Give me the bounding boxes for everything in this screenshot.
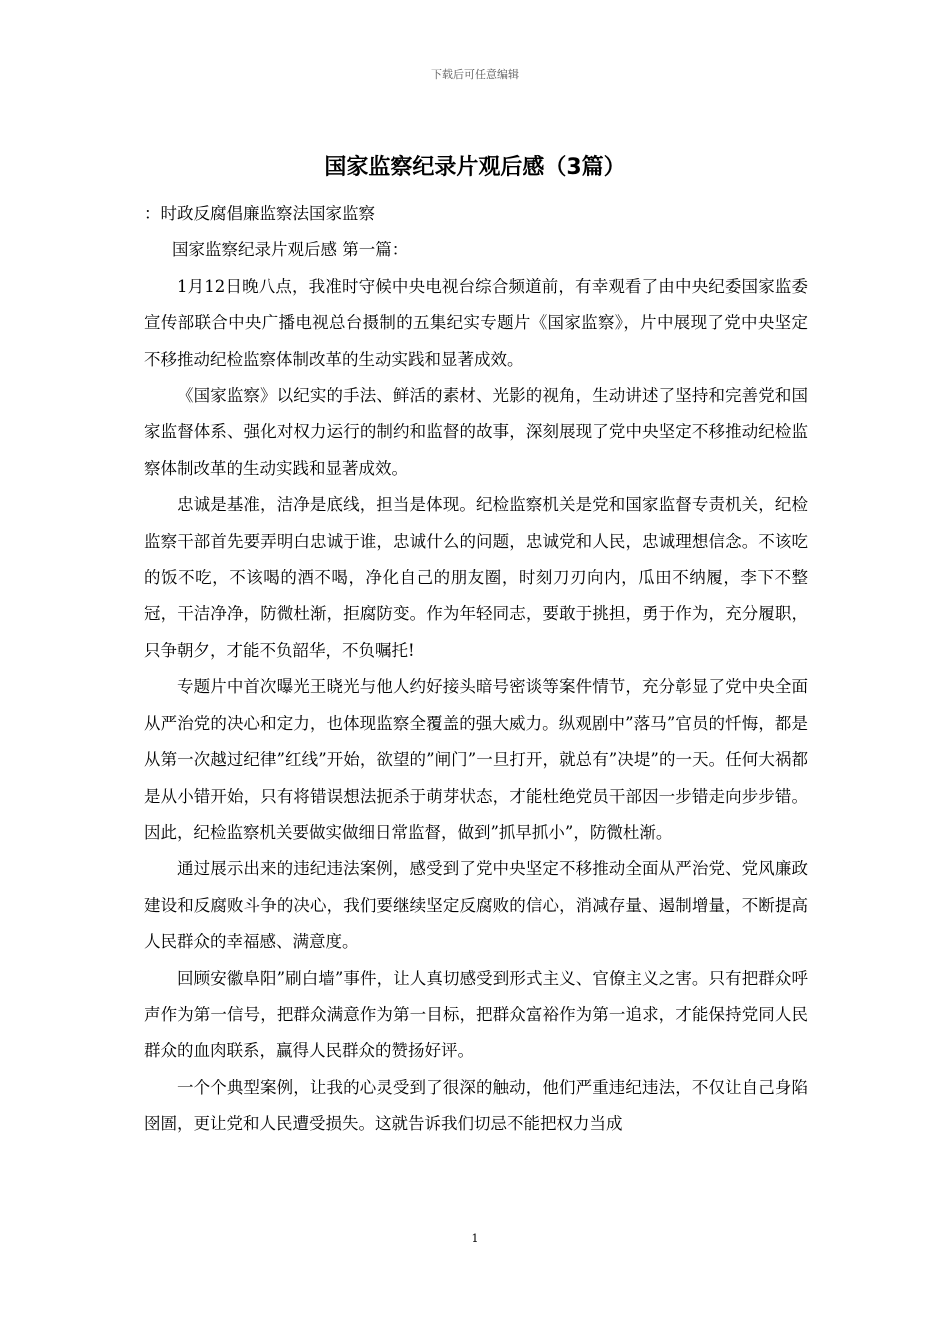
paragraph: 一个个典型案例，让我的心灵受到了很深的触动，他们严重违纪违法，不仅让自己身陷囹圄，更让党和人民遭受损失。这就告诉我们切忌不能把权力当成 <box>144 1077 808 1134</box>
keywords-line: ：时政反腐倡廉监察法国家监察 <box>144 204 375 223</box>
section-heading: 国家监察纪录片观后感 第一篇： <box>172 240 409 260</box>
paragraph: 1月12日晚八点，我准时守候中央电视台综合频道前，有幸观看了由中央纪委国家监委宣传部联合中央广播电视总台摄制的五集纪实专题片《国家监察》，片中展现了党中央坚定不移推动纪检监察体制改革的生动实践和显著成效。 <box>144 276 808 369</box>
page-number: 1 <box>471 1232 479 1245</box>
page-header: 下载后可任意编辑 <box>431 68 519 81</box>
paragraph: 《国家监察》以纪实的手法、鲜活的素材、光影的视角，生动讲述了坚持和完善党和国家监督体系、强化对权力运行的制约和监督的故事，深刻展现了党中央坚定不移推动纪检监察体制改革的生动实践和显著成效。 <box>144 386 808 478</box>
document-body <box>144 196 808 1143</box>
paragraph: 忠诚是基准，洁净是底线，担当是体现。纪检监察机关是党和国家监督专责机关，纪检监察干部首先要弄明白忠诚于谁，忠诚什么的问题，忠诚党和人民，忠诚理想信念。不该吃的饭不吃，不该喝的酒不喝，净化自己的朋友圈，时刻刀刃向内，瓜田不纳履，李下不整冠，干洁净净，防微杜渐，拒腐防变。作为年轻同志，要敢于挑担，勇于作为，充分履职，只争朝夕，才能不负韶华，不负嘱托! <box>144 495 808 660</box>
paragraph: 回顾安徽阜阳”刷白墙”事件，让人真切感受到形式主义、官僚主义之害。只有把群众呼声作为第一信号，把群众满意作为第一目标，把群众富裕作为第一追求，才能保持党同人民群众的血肉联系，赢得人民群众的赞扬好评。 <box>144 968 808 1061</box>
document-title: 国家监察纪录片观后感（3篇） <box>324 155 626 180</box>
paragraph: 通过展示出来的违纪违法案例，感受到了党中央坚定不移推动全面从严治党、党风廉政建设和反腐败斗争的决心，我们要继续坚定反腐败的信心，消减存量、遏制增量，不断提高人民群众的幸福感、满意度。 <box>144 859 808 952</box>
paragraph: 专题片中首次曝光王晓光与他人约好接头暗号密谈等案件情节，充分彰显了党中央全面从严治党的决心和定力，也体现监察全覆盖的强大威力。纵观剧中”落马”官员的忏悔，都是从第一次越过纪律”红线”开始，欲望的”闸门”一旦打开，就总有”决堤”的一天。任何大祸都是从小错开始，只有将错误想法扼杀于萌芽状态，才能杜绝党员干部因一步错走向步步错。因此，纪检监察机关要做实做细日常监督，做到”抓早抓小”，防微杜渐。 <box>144 677 808 842</box>
